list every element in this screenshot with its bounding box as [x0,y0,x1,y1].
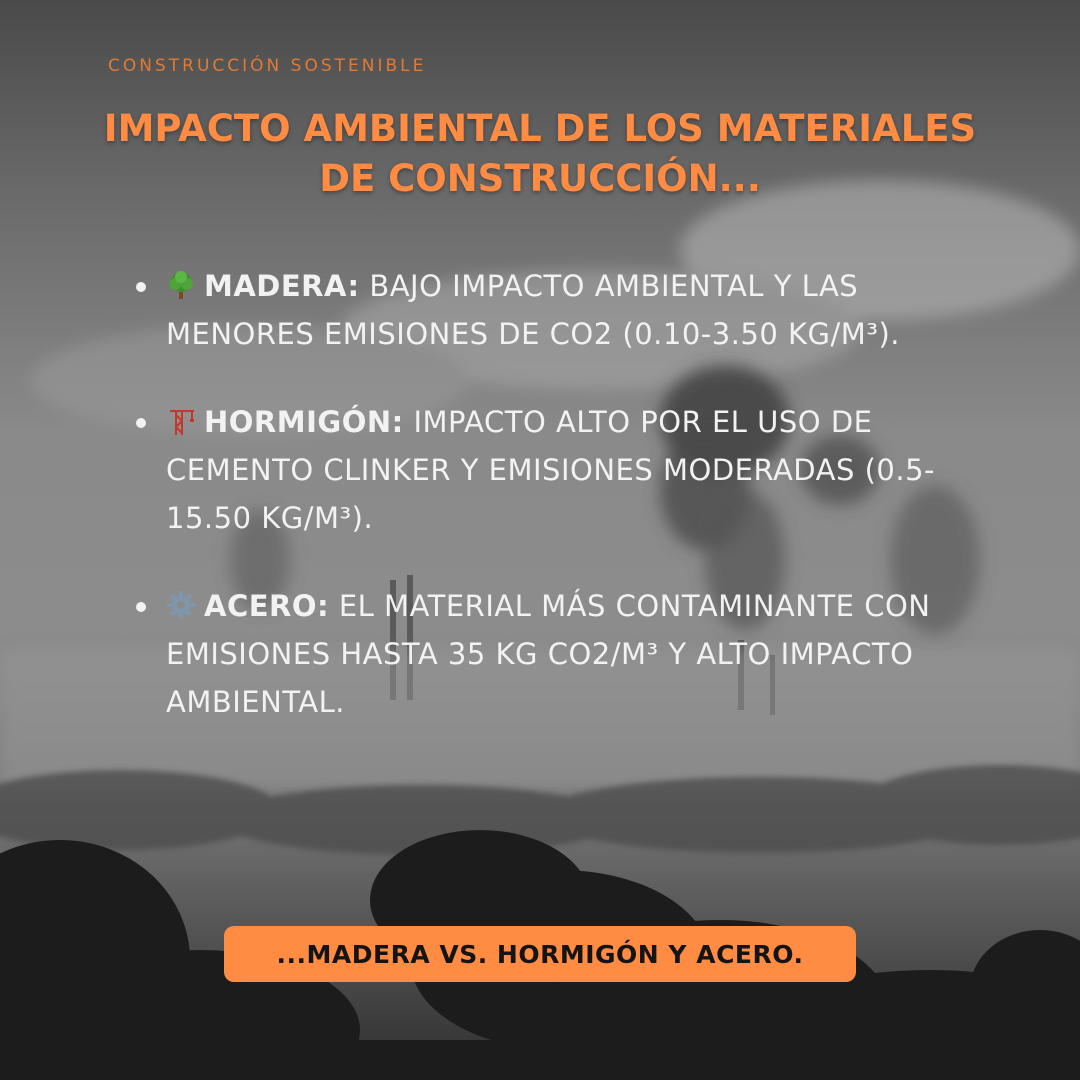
material-label: MADERA: [204,269,360,303]
material-label: ACERO: [204,589,330,623]
gear-icon [166,590,196,620]
bullet [136,602,146,612]
materials-list [128,262,978,766]
material-description: IMPACTO ALTO POR EL USO DE CEMENTO CLINKER Y EMISIONES MODERADAS (0.5-15.50 KG/M³). [166,405,935,535]
bullet [136,418,146,428]
cta-banner: ...MADERA VS. HORMIGÓN Y ACERO. [224,926,856,982]
bullet [136,282,146,292]
material-description: EL MATERIAL MÁS CONTAMINANTE CON EMISIONES HASTA 35 KG CO2/M³ Y ALTO IMPACTO AMBIENTAL. [166,589,931,719]
list-item-hormigon [128,398,978,542]
list-item-acero [128,582,978,726]
tree-icon [166,270,196,300]
material-label: HORMIGÓN: [204,405,404,439]
crane-icon [166,406,196,436]
page-title: IMPACTO AMBIENTAL DE LOS MATERIALES DE CONSTRUCCIÓN... [103,107,977,200]
list-item-madera [128,262,978,358]
material-description: BAJO IMPACTO AMBIENTAL Y LAS MENORES EMISIONES DE CO2 (0.10-3.50 KG/M³). [166,269,900,351]
eyebrow-label: CONSTRUCCIÓN SOSTENIBLE [108,56,427,76]
